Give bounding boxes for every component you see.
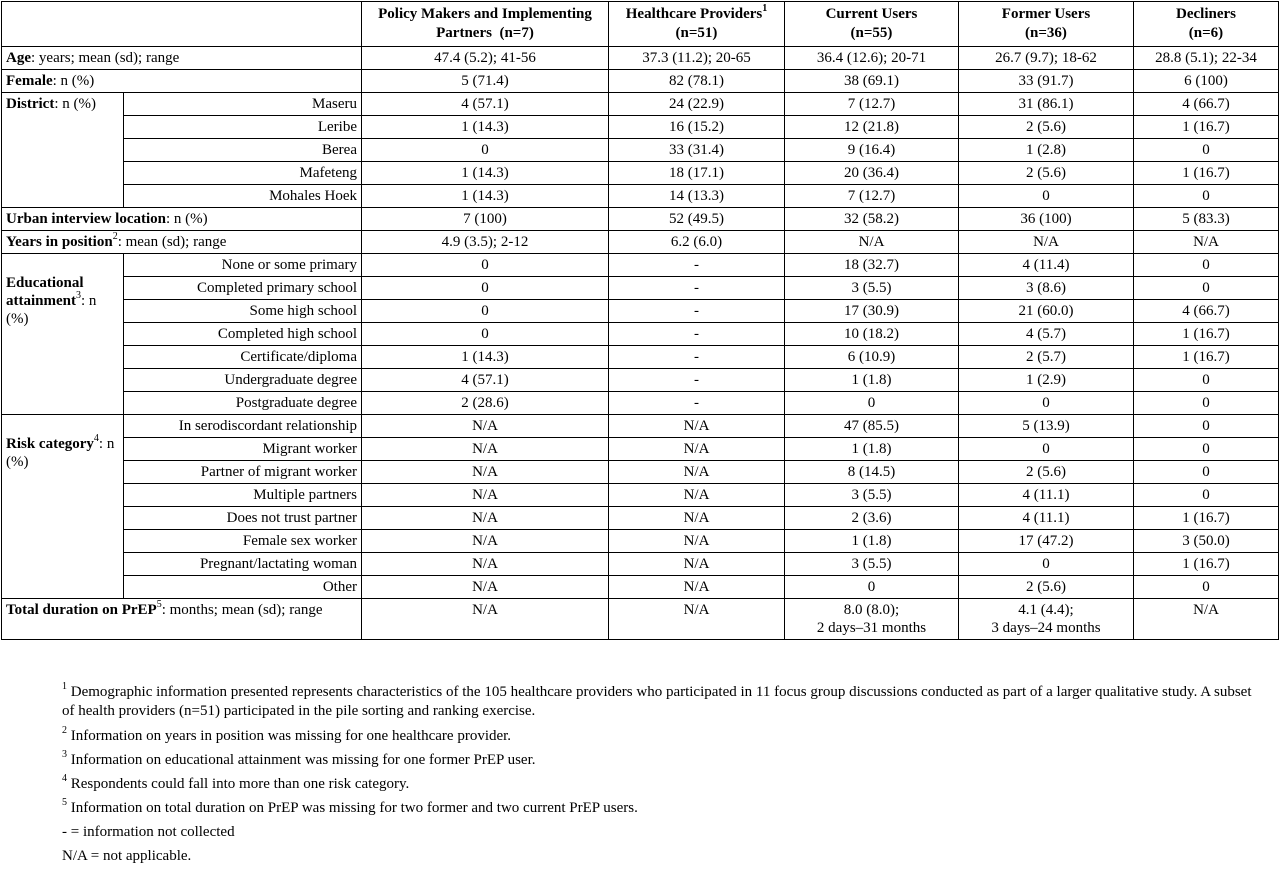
district-label: District	[6, 96, 55, 112]
education-value: 4 (5.7)	[959, 323, 1134, 346]
education-value: 0	[1134, 254, 1279, 277]
footnote-marker: 2	[62, 725, 67, 736]
risk-value: 2 (5.6)	[959, 576, 1134, 599]
education-value: 0	[362, 277, 609, 300]
risk-value: 2 (3.6)	[785, 507, 959, 530]
risk-value: N/A	[609, 415, 785, 438]
education-value: -	[609, 323, 785, 346]
footnote	[62, 683, 1252, 721]
duration-value-text: 8.0 (8.0);	[843, 602, 900, 618]
duration-value-text: N/A	[1193, 602, 1219, 618]
footnote-marker: 4	[62, 773, 67, 784]
risk-value: 8 (14.5)	[785, 461, 959, 484]
risk-value: N/A	[362, 530, 609, 553]
district-row	[2, 162, 1279, 185]
district-row	[2, 93, 1279, 116]
education-value: -	[609, 346, 785, 369]
age-value: 37.3 (11.2); 20-65	[609, 47, 785, 70]
education-value: 0	[1134, 277, 1279, 300]
district-value: 2 (5.6)	[959, 162, 1134, 185]
risk-name: Pregnant/lactating woman	[124, 553, 362, 576]
education-value: 1 (16.7)	[1134, 323, 1279, 346]
district-name: Leribe	[124, 116, 362, 139]
risk-value: N/A	[609, 530, 785, 553]
district-value: 24 (22.9)	[609, 93, 785, 116]
footnote-text: Information on educational attainment was missing for one former PrEP user.	[70, 752, 536, 768]
header-current-users-title: Current Users	[825, 6, 918, 22]
risk-row	[2, 461, 1279, 484]
risk-name: Partner of migrant worker	[124, 461, 362, 484]
duration-value	[609, 599, 785, 640]
education-value: 4 (66.7)	[1134, 300, 1279, 323]
risk-name: In serodiscordant relationship	[124, 415, 362, 438]
footnote	[62, 751, 1252, 770]
district-value: 0	[1134, 139, 1279, 162]
duration-value	[785, 599, 959, 640]
header-former-users-title: Former Users	[1001, 6, 1091, 22]
education-value: -	[609, 392, 785, 415]
district-label-cell	[2, 93, 124, 208]
female-desc: : n (%)	[52, 73, 95, 89]
district-name: Mafeteng	[124, 162, 362, 185]
risk-value: 4 (11.1)	[959, 507, 1134, 530]
education-value: 0	[362, 323, 609, 346]
urban-value: 36 (100)	[959, 208, 1134, 231]
risk-sup: 4	[93, 433, 99, 444]
risk-value: N/A	[362, 438, 609, 461]
age-value: 26.7 (9.7); 18-62	[959, 47, 1134, 70]
district-row	[2, 116, 1279, 139]
years-label-cell	[2, 231, 362, 254]
education-value: 2 (5.7)	[959, 346, 1134, 369]
duration-desc: : months; mean (sd); range	[161, 602, 323, 618]
education-value: 1 (14.3)	[362, 346, 609, 369]
education-value: 0	[959, 392, 1134, 415]
risk-value: 0	[1134, 576, 1279, 599]
education-value: -	[609, 254, 785, 277]
risk-value: 1 (1.8)	[785, 530, 959, 553]
risk-label-cell	[2, 415, 124, 599]
risk-value: 1 (1.8)	[785, 438, 959, 461]
female-label: Female	[6, 73, 53, 89]
years-value: 6.2 (6.0)	[609, 231, 785, 254]
district-value: 0	[959, 185, 1134, 208]
risk-value: 0	[1134, 461, 1279, 484]
education-value: 0	[785, 392, 959, 415]
duration-sup: 5	[156, 599, 162, 610]
risk-desc: : n (%)	[6, 436, 115, 470]
footnote-marker: 3	[62, 749, 67, 760]
demographics-table	[1, 1, 1279, 640]
duration-range-text: 3 days–24 months	[991, 620, 1101, 636]
education-name: Postgraduate degree	[124, 392, 362, 415]
education-value: -	[609, 369, 785, 392]
risk-row	[2, 484, 1279, 507]
education-row	[2, 369, 1279, 392]
risk-value: 3 (50.0)	[1134, 530, 1279, 553]
age-value: 36.4 (12.6); 20-71	[785, 47, 959, 70]
risk-value: N/A	[609, 461, 785, 484]
years-row	[2, 231, 1279, 254]
district-value: 2 (5.6)	[959, 116, 1134, 139]
district-value: 9 (16.4)	[785, 139, 959, 162]
education-label-cell	[2, 254, 124, 415]
district-name: Maseru	[124, 93, 362, 116]
duration-range-text: 2 days–31 months	[816, 620, 927, 636]
risk-name: Migrant worker	[124, 438, 362, 461]
footnote	[62, 775, 1252, 794]
risk-value: 5 (13.9)	[959, 415, 1134, 438]
footnote-text: Information on years in position was missing for one healthcare provider.	[70, 728, 512, 744]
risk-name: Female sex worker	[124, 530, 362, 553]
duration-value-text: N/A	[472, 602, 498, 618]
risk-value: N/A	[609, 553, 785, 576]
risk-row	[2, 553, 1279, 576]
district-value: 1 (2.8)	[959, 139, 1134, 162]
district-value: 1 (14.3)	[362, 162, 609, 185]
risk-value: 2 (5.6)	[959, 461, 1134, 484]
urban-value: 52 (49.5)	[609, 208, 785, 231]
education-row	[2, 277, 1279, 300]
years-sup: 2	[112, 231, 118, 242]
risk-value: 0	[1134, 438, 1279, 461]
district-value: 14 (13.3)	[609, 185, 785, 208]
urban-label-cell	[2, 208, 362, 231]
risk-value: N/A	[362, 461, 609, 484]
education-value: 21 (60.0)	[959, 300, 1134, 323]
education-desc: : n (%)	[6, 293, 97, 327]
education-label: Educational attainment	[6, 275, 84, 309]
header-blank	[2, 2, 362, 47]
risk-value: 0	[1134, 415, 1279, 438]
education-value: 4 (11.4)	[959, 254, 1134, 277]
education-name: Certificate/diploma	[124, 346, 362, 369]
years-value: N/A	[1134, 231, 1279, 254]
urban-value: 7 (100)	[362, 208, 609, 231]
footnote-text: Demographic information presented represents characteristics of the 105 healthcare providers who participated in 11 focus group discussions conducted as part of a larger qualitative study. A subset of health providers (n=51) participated in the pile sorting and ranking exercise.	[62, 684, 1252, 719]
education-row	[2, 346, 1279, 369]
duration-value-text: 4.1 (4.4);	[1018, 602, 1074, 618]
years-value: 4.9 (3.5); 2-12	[362, 231, 609, 254]
duration-value	[959, 599, 1134, 640]
education-value: 1 (1.8)	[785, 369, 959, 392]
education-value: 6 (10.9)	[785, 346, 959, 369]
footnotes	[62, 683, 1252, 871]
education-value: -	[609, 277, 785, 300]
education-value: 0	[1134, 369, 1279, 392]
risk-row	[2, 415, 1279, 438]
education-value: 3 (8.6)	[959, 277, 1134, 300]
footnote-text: Respondents could fall into more than one risk category.	[70, 776, 410, 792]
footnote	[62, 727, 1252, 746]
education-value: 3 (5.5)	[785, 277, 959, 300]
female-value: 33 (91.7)	[959, 70, 1134, 93]
risk-value: 1 (16.7)	[1134, 507, 1279, 530]
risk-value: 3 (5.5)	[785, 484, 959, 507]
female-value: 82 (78.1)	[609, 70, 785, 93]
risk-value: 0	[785, 576, 959, 599]
education-value: 1 (16.7)	[1134, 346, 1279, 369]
district-value: 1 (16.7)	[1134, 116, 1279, 139]
years-value: N/A	[959, 231, 1134, 254]
education-value: 2 (28.6)	[362, 392, 609, 415]
urban-row	[2, 208, 1279, 231]
female-value: 6 (100)	[1134, 70, 1279, 93]
duration-label-cell	[2, 599, 362, 640]
district-value: 20 (36.4)	[785, 162, 959, 185]
district-name: Berea	[124, 139, 362, 162]
district-value: 16 (15.2)	[609, 116, 785, 139]
female-value: 38 (69.1)	[785, 70, 959, 93]
risk-value: N/A	[362, 484, 609, 507]
duration-row	[2, 599, 1279, 640]
header-row	[2, 2, 1279, 47]
footnote-text: Information on total duration on PrEP was missing for two former and two current PrEP users.	[70, 800, 638, 816]
district-value: 0	[362, 139, 609, 162]
female-label-cell	[2, 70, 362, 93]
age-row	[2, 47, 1279, 70]
risk-row	[2, 507, 1279, 530]
age-label: Age	[6, 50, 31, 66]
education-value: 10 (18.2)	[785, 323, 959, 346]
district-value: 18 (17.1)	[609, 162, 785, 185]
district-value: 4 (66.7)	[1134, 93, 1279, 116]
district-value: 4 (57.1)	[362, 93, 609, 116]
district-value: 1 (14.3)	[362, 185, 609, 208]
education-value: 0	[362, 300, 609, 323]
education-value: 17 (30.9)	[785, 300, 959, 323]
risk-label: Risk category	[6, 436, 94, 452]
risk-value: 4 (11.1)	[959, 484, 1134, 507]
urban-label: Urban interview location	[6, 211, 166, 227]
header-current-users	[785, 2, 959, 47]
footnote	[62, 799, 1252, 818]
risk-value: N/A	[362, 553, 609, 576]
education-value: 18 (32.7)	[785, 254, 959, 277]
risk-value: N/A	[362, 507, 609, 530]
education-sup: 3	[76, 290, 81, 301]
header-former-users	[959, 2, 1134, 47]
urban-value: 5 (83.3)	[1134, 208, 1279, 231]
education-name: Some high school	[124, 300, 362, 323]
education-value: 4 (57.1)	[362, 369, 609, 392]
risk-value: 0	[959, 553, 1134, 576]
district-row	[2, 139, 1279, 162]
district-name: Mohales Hoek	[124, 185, 362, 208]
risk-row	[2, 530, 1279, 553]
footnote-marker: 5	[62, 797, 67, 808]
district-row	[2, 185, 1279, 208]
district-value: 33 (31.4)	[609, 139, 785, 162]
risk-value: 1 (16.7)	[1134, 553, 1279, 576]
header-policy-makers-title: Policy Makers and Implementing Partners	[378, 6, 592, 41]
district-value: 1 (16.7)	[1134, 162, 1279, 185]
education-row	[2, 300, 1279, 323]
district-value: 0	[1134, 185, 1279, 208]
education-row	[2, 323, 1279, 346]
education-row	[2, 392, 1279, 415]
years-value: N/A	[785, 231, 959, 254]
district-value: 1 (14.3)	[362, 116, 609, 139]
risk-value: N/A	[362, 576, 609, 599]
footnote-text: - = information not collected	[62, 824, 235, 840]
footnote-text: N/A = not applicable.	[62, 848, 192, 864]
header-policy-makers	[362, 2, 609, 47]
duration-label: Total duration on PrEP	[6, 602, 157, 618]
risk-value: 47 (85.5)	[785, 415, 959, 438]
duration-value	[1134, 599, 1279, 640]
risk-value: 0	[959, 438, 1134, 461]
urban-value: 32 (58.2)	[785, 208, 959, 231]
education-value: 1 (2.9)	[959, 369, 1134, 392]
header-healthcare-providers	[609, 2, 785, 47]
risk-row	[2, 438, 1279, 461]
district-value: 12 (21.8)	[785, 116, 959, 139]
risk-value: N/A	[609, 438, 785, 461]
years-desc: : mean (sd); range	[117, 234, 227, 250]
education-value: -	[609, 300, 785, 323]
risk-name: Does not trust partner	[124, 507, 362, 530]
header-former-users-n: (n=36)	[1025, 25, 1067, 41]
age-value: 47.4 (5.2); 41-56	[362, 47, 609, 70]
risk-value: 0	[1134, 484, 1279, 507]
footnote	[62, 823, 1252, 842]
risk-name: Multiple partners	[124, 484, 362, 507]
education-name: Completed primary school	[124, 277, 362, 300]
footnote-marker: 1	[62, 681, 67, 692]
education-row	[2, 254, 1279, 277]
age-label-cell	[2, 47, 362, 70]
duration-value	[362, 599, 609, 640]
district-value: 7 (12.7)	[785, 185, 959, 208]
header-policy-makers-n: (n=7)	[499, 25, 534, 41]
header-healthcare-providers-sup: 1	[762, 3, 768, 14]
education-name: Completed high school	[124, 323, 362, 346]
risk-name: Other	[124, 576, 362, 599]
duration-value-text: N/A	[683, 602, 710, 618]
district-desc: : n (%)	[54, 96, 96, 112]
header-healthcare-providers-n: (n=51)	[675, 25, 718, 41]
header-decliners-title: Decliners	[1176, 6, 1236, 22]
age-value: 28.8 (5.1); 22-34	[1134, 47, 1279, 70]
education-value: 0	[1134, 392, 1279, 415]
female-row	[2, 70, 1279, 93]
education-name: Undergraduate degree	[124, 369, 362, 392]
header-current-users-n: (n=55)	[850, 25, 893, 41]
header-healthcare-providers-title: Healthcare Providers	[625, 6, 763, 22]
header-decliners	[1134, 2, 1279, 47]
header-decliners-n: (n=6)	[1188, 25, 1224, 41]
education-name: None or some primary	[124, 254, 362, 277]
female-value: 5 (71.4)	[362, 70, 609, 93]
risk-value: N/A	[609, 484, 785, 507]
risk-row	[2, 576, 1279, 599]
education-value: 0	[362, 254, 609, 277]
risk-value: 3 (5.5)	[785, 553, 959, 576]
risk-value: N/A	[609, 507, 785, 530]
risk-value: N/A	[609, 576, 785, 599]
years-label: Years in position	[6, 234, 113, 250]
district-value: 7 (12.7)	[785, 93, 959, 116]
urban-desc: : n (%)	[165, 211, 208, 227]
risk-value: 17 (47.2)	[959, 530, 1134, 553]
risk-value: N/A	[362, 415, 609, 438]
age-desc: : years; mean (sd); range	[31, 50, 180, 66]
district-value: 31 (86.1)	[959, 93, 1134, 116]
